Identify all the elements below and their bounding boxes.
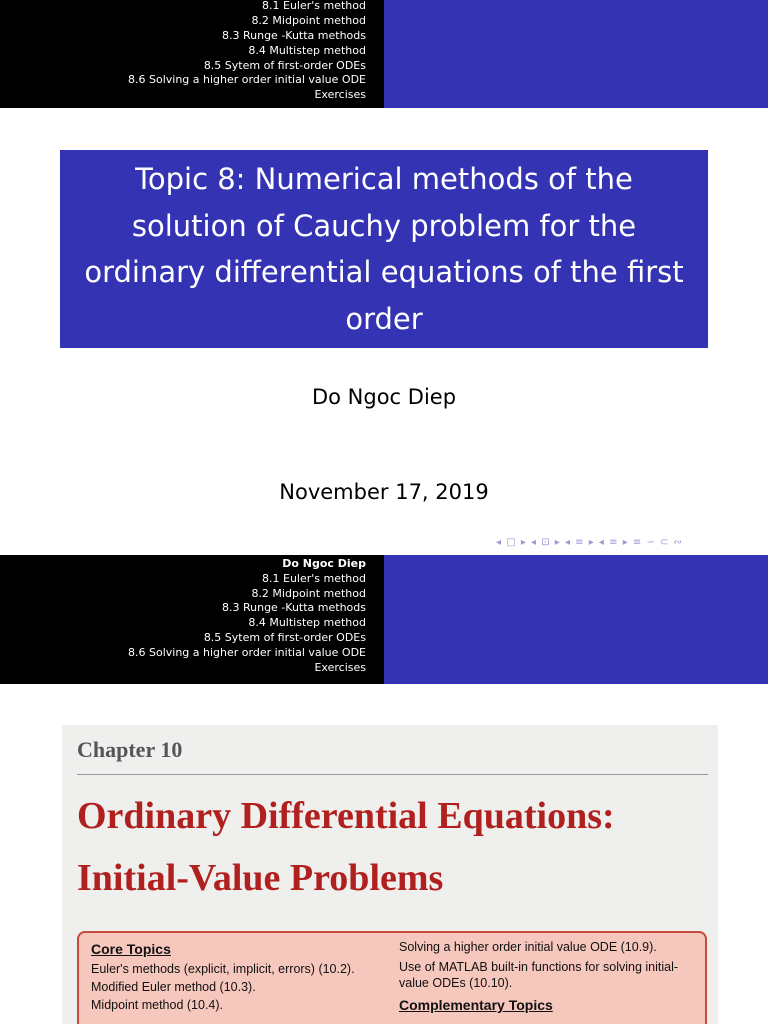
chapter-divider — [77, 774, 708, 775]
nav-author[interactable]: Do Ngoc Diep — [282, 557, 366, 570]
topic-item: Use of MATLAB built-in functions for solving initial-value ODEs (10.10). — [399, 960, 679, 990]
slide-title: Topic 8: Numerical methods of the solution of Cauchy problem for the ordinary differential equations of the first order — [84, 162, 684, 336]
nav-link-runge-kutta[interactable]: 8.3 Runge -Kutta methods — [221, 29, 366, 43]
more-topics-column — [399, 939, 699, 1015]
slide-title-box — [60, 150, 708, 348]
nav-link-midpoint[interactable]: 8.2 Midpoint method — [251, 14, 366, 28]
nav-link-multistep[interactable]: 8.4 Multistep method — [248, 616, 366, 630]
nav-link-euler[interactable]: 8.1 Euler's method — [262, 0, 366, 13]
section-nav-list — [128, 0, 366, 103]
presentation-date: November 17, 2019 — [279, 480, 489, 504]
topics-box — [77, 931, 707, 1024]
chapter-title — [77, 785, 717, 909]
chapter-slide — [0, 555, 768, 1024]
core-topic-item: Euler's methods (explicit, implicit, errors) (10.2). — [91, 962, 355, 976]
nav-link-midpoint[interactable]: 8.2 Midpoint method — [251, 586, 366, 600]
chapter-title-line-2: Initial-Value Problems — [77, 857, 444, 899]
nav-link-euler[interactable]: 8.1 Euler's method — [262, 571, 366, 585]
nav-link-higher-order[interactable]: 8.6 Solving a higher order initial value ODE — [128, 73, 366, 87]
nav-link-system-odes[interactable]: 8.5 Sytem of first-order ODEs — [203, 630, 366, 644]
header-navigation-panel — [0, 555, 384, 684]
header-blue-panel — [384, 0, 768, 108]
core-topics-column — [91, 939, 391, 1013]
beamer-navigation-symbols[interactable]: ◂ □ ▸ ◂ ⊡ ▸ ◂ ≡ ▸ ◂ ≡ ▸ ≡ ∽ ⊂ ∾ — [496, 537, 683, 548]
nav-link-exercises[interactable]: Exercises — [314, 660, 366, 674]
chapter-label: Chapter 10 — [77, 737, 183, 762]
chapter-title-line-1: Ordinary Differential Equations: — [77, 795, 615, 837]
header-blue-panel — [384, 555, 768, 684]
topic-item: Solving a higher order initial value ODE (10.9). — [399, 940, 657, 954]
section-nav-list — [128, 557, 366, 675]
nav-link-runge-kutta[interactable]: 8.3 Runge -Kutta methods — [221, 601, 366, 615]
author-name: Do Ngoc Diep — [311, 385, 457, 409]
complementary-topics-heading: Complementary Topics — [399, 997, 553, 1013]
core-topics-heading: Core Topics — [91, 941, 171, 957]
header-navigation-panel — [0, 0, 384, 108]
core-topic-item: Modified Euler method (10.3). — [91, 980, 256, 994]
nav-link-exercises[interactable]: Exercises — [314, 88, 366, 102]
nav-link-system-odes[interactable]: 8.5 Sytem of first-order ODEs — [203, 58, 366, 72]
nav-link-higher-order[interactable]: 8.6 Solving a higher order initial value ODE — [128, 645, 366, 659]
book-page-image — [62, 725, 718, 1024]
core-topic-item: Midpoint method (10.4). — [91, 998, 224, 1012]
nav-link-multistep[interactable]: 8.4 Multistep method — [248, 43, 366, 57]
